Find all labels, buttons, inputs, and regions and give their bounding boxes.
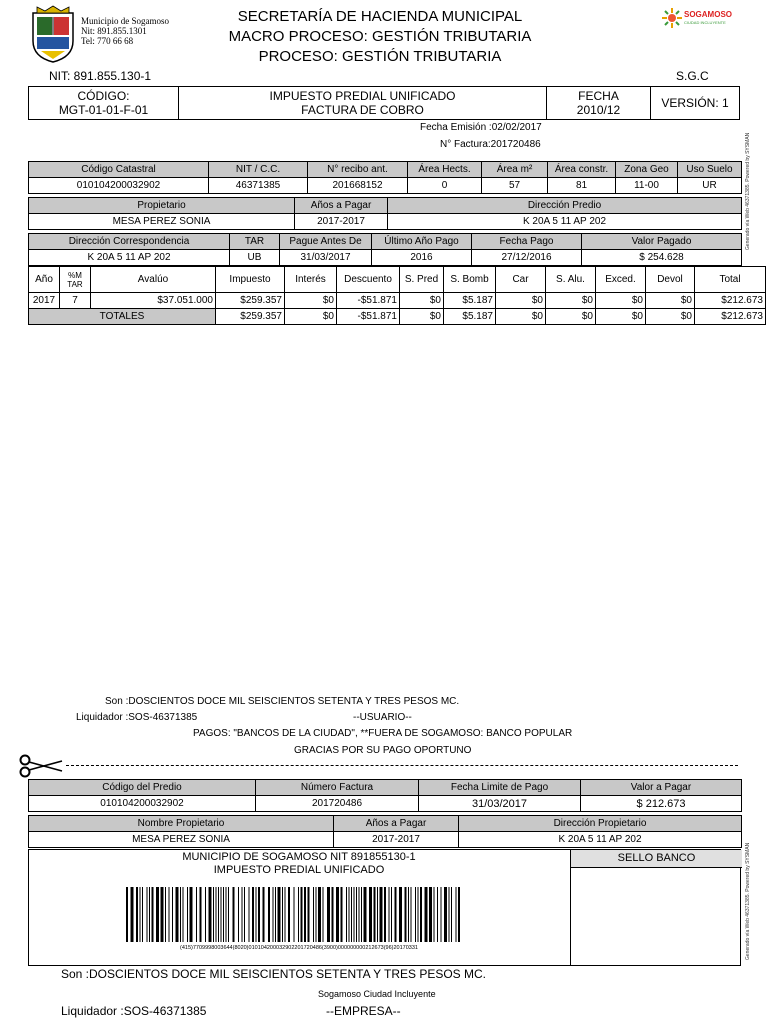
ultimo-ano-pago: 2016 xyxy=(372,250,472,266)
impuesto: $259.357 xyxy=(216,293,285,309)
son-text: Son :DOSCIENTOS DOCE MIL SEISCIENTOS SETENTA Y TRES PESOS MC. xyxy=(105,696,460,707)
liquidador-text: Liquidador :SOS-46371385 xyxy=(76,712,198,723)
col-codigo-predio: Código del Predio xyxy=(29,780,256,796)
col-numero-factura: Número Factura xyxy=(256,780,419,796)
col-car: Car xyxy=(496,267,546,293)
barcode-text: (415)7709998003644(8020)010104200032902201720486(3900)000000000212673(96)20170331 xyxy=(180,945,418,951)
codigo-predio: 010104200032902 xyxy=(29,796,256,812)
direccion-correspondencia: K 20A 5 11 AP 202 xyxy=(29,250,230,266)
col-m-tar: %M TAR xyxy=(60,267,91,293)
anos-pagar-2: 2017-2017 xyxy=(334,832,459,848)
doc-title: IMPUESTO PREDIAL UNIFICADO xyxy=(269,89,456,103)
m-tar: 7 xyxy=(60,293,91,309)
col-s-bomb: S. Bomb xyxy=(444,267,496,293)
col-ultimo-ano-pago: Último Año Pago xyxy=(372,234,472,250)
totales-descuento: -$51.871 xyxy=(337,309,400,325)
sogamoso-brand-logo xyxy=(662,6,758,30)
totales-s-pred: $0 xyxy=(400,309,444,325)
nit-line: NIT: 891.855.130-1 xyxy=(49,69,152,83)
coupon-header-row xyxy=(29,780,742,796)
title-secretaria: SECRETARÍA DE HACIENDA MUNICIPAL xyxy=(237,8,523,25)
valor-pagado: $ 254.628 xyxy=(582,250,742,266)
descuento: -$51.871 xyxy=(337,293,400,309)
coupon-empresa: --EMPRESA-- xyxy=(326,1004,401,1018)
area-hects: 0 xyxy=(408,178,482,194)
municipio-tel: Tel: 770 66 68 xyxy=(81,36,134,46)
col-fecha-limite: Fecha Limite de Pago xyxy=(419,780,581,796)
pago-info-table xyxy=(28,233,742,266)
col-avaluo: Avalúo xyxy=(91,267,216,293)
nombre-propietario: MESA PEREZ SONIA xyxy=(29,832,334,848)
propietario-value-row xyxy=(29,214,742,230)
area-m2: 57 xyxy=(482,178,548,194)
direccion-propietario: K 20A 5 11 AP 202 xyxy=(459,832,742,848)
cut-line xyxy=(66,765,738,766)
col-codigo-catastral: Código Catastral xyxy=(29,162,209,178)
brand-logo-sub: CIUDAD INCLUYENTE xyxy=(684,20,726,25)
predio-info-value-row xyxy=(29,178,742,194)
col-direccion-propietario: Dirección Propietario xyxy=(459,816,742,832)
col-ano: Año xyxy=(29,267,60,293)
s-pred: $0 xyxy=(400,293,444,309)
brand-logo-text: SOGAMOSO xyxy=(684,10,733,19)
totales-exced: $0 xyxy=(596,309,646,325)
coupon-value-row-2 xyxy=(29,832,742,848)
coupon-table-1 xyxy=(28,779,742,812)
col-area-hects: Área Hects. xyxy=(408,162,482,178)
area-constr: 81 xyxy=(548,178,616,194)
coupon-value-row xyxy=(29,796,742,812)
s-bomb: $5.187 xyxy=(444,293,496,309)
total: $212.673 xyxy=(695,293,766,309)
col-nit-cc: NIT / C.C. xyxy=(209,162,308,178)
title-macro-proceso: MACRO PROCESO: GESTIÓN TRIBUTARIA xyxy=(228,28,532,45)
col-s-pred: S. Pred xyxy=(400,267,444,293)
col-tar: TAR xyxy=(230,234,280,250)
sello-banco-label: SELLO BANCO xyxy=(571,850,742,868)
totales-total: $212.673 xyxy=(695,309,766,325)
car: $0 xyxy=(496,293,546,309)
recibo-ant: 201668152 xyxy=(308,178,408,194)
col-zona-geo: Zona Geo xyxy=(616,162,678,178)
col-s-alu: S. Alu. xyxy=(546,267,596,293)
col-direccion-correspondencia: Dirección Correspondencia xyxy=(29,234,230,250)
col-descuento: Descuento xyxy=(337,267,400,293)
s-alu: $0 xyxy=(546,293,596,309)
col-pague-antes: Pague Antes De xyxy=(280,234,372,250)
devol: $0 xyxy=(646,293,695,309)
codigo-value: MGT-01-01-F-01 xyxy=(58,103,149,117)
totales-row xyxy=(29,309,766,325)
liquidacion-table xyxy=(28,266,766,325)
municipio-name: Municipio de Sogamoso xyxy=(81,16,169,26)
barcode-box xyxy=(28,849,741,966)
exced: $0 xyxy=(596,293,646,309)
col-valor-pagar: Valor a Pagar xyxy=(581,780,742,796)
col-fecha-pago: Fecha Pago xyxy=(472,234,582,250)
propietario: MESA PEREZ SONIA xyxy=(29,214,295,230)
pago-info-header-row xyxy=(29,234,742,250)
col-recibo-ant: N° recibo ant. xyxy=(308,162,408,178)
barcode xyxy=(126,887,460,942)
coupon-municipio: MUNICIPIO DE SOGAMOSO NIT 891855130-1 xyxy=(182,851,416,863)
col-direccion-predio: Dirección Predio xyxy=(388,198,742,214)
doc-subtitle: FACTURA DE COBRO xyxy=(301,103,424,117)
liquidacion-header-row xyxy=(29,267,766,293)
ano: 2017 xyxy=(29,293,60,309)
title-proceso: PROCESO: GESTIÓN TRIBUTARIA xyxy=(258,48,502,65)
col-total: Total xyxy=(695,267,766,293)
col-devol: Devol xyxy=(646,267,695,293)
coupon-impuesto: IMPUESTO PREDIAL UNIFICADO xyxy=(213,864,385,876)
totales-impuesto: $259.357 xyxy=(216,309,285,325)
municipal-shield-logo xyxy=(31,5,75,63)
numero-factura-value: 201720486 xyxy=(256,796,419,812)
totales-label: TOTALES xyxy=(29,309,216,325)
coupon-table-2 xyxy=(28,815,742,848)
predio-info-table xyxy=(28,161,742,194)
uso-suelo: UR xyxy=(678,178,742,194)
coupon-header-row-2 xyxy=(29,816,742,832)
totales-devol: $0 xyxy=(646,309,695,325)
col-exced: Exced. xyxy=(596,267,646,293)
sgc-label: S.G.C xyxy=(676,69,709,83)
table-row xyxy=(29,293,766,309)
gracias-text: GRACIAS POR SU PAGO OPORTUNO xyxy=(294,745,472,756)
fecha-label: FECHA xyxy=(578,89,619,103)
codigo-label: CÓDIGO: xyxy=(77,89,130,103)
col-uso-suelo: Uso Suelo xyxy=(678,162,742,178)
nit-cc: 46371385 xyxy=(209,178,308,194)
version-label: VERSIÓN: 1 xyxy=(661,96,729,110)
generated-side-text: Generado vía Web 46371385. Powered by SYSMAN xyxy=(745,132,751,250)
valor-pagar: $ 212.673 xyxy=(581,796,742,812)
avaluo: $37.051.000 xyxy=(91,293,216,309)
col-area-constr: Área constr. xyxy=(548,162,616,178)
coupon-liquidador: Liquidador :SOS-46371385 xyxy=(61,1004,207,1018)
totales-car: $0 xyxy=(496,309,546,325)
generated-side-text-2: Generado vía Web 46371385. Powered by SYSMAN xyxy=(745,842,751,960)
col-impuesto: Impuesto xyxy=(216,267,285,293)
codigo-catastral: 010104200032902 xyxy=(29,178,209,194)
totales-s-alu: $0 xyxy=(546,309,596,325)
propietario-header-row xyxy=(29,198,742,214)
col-area-m2: Área m² xyxy=(482,162,548,178)
scissors-icon xyxy=(18,754,64,778)
totales-interes: $0 xyxy=(285,309,337,325)
col-nombre-propietario: Nombre Propietario xyxy=(29,816,334,832)
col-anos-pagar-2: Años a Pagar xyxy=(334,816,459,832)
fecha-pago: 27/12/2016 xyxy=(472,250,582,266)
pagos-text: PAGOS: "BANCOS DE LA CIUDAD", **FUERA DE SOGAMOSO: BANCO POPULAR xyxy=(193,728,573,739)
interes: $0 xyxy=(285,293,337,309)
zona-geo: 11-00 xyxy=(616,178,678,194)
coupon-ciudad: Sogamoso Ciudad Incluyente xyxy=(318,989,436,999)
fecha-emision: Fecha Emisión :02/02/2017 xyxy=(420,122,542,133)
numero-factura: N° Factura:201720486 xyxy=(440,139,541,150)
col-propietario: Propietario xyxy=(29,198,295,214)
totales-s-bomb: $5.187 xyxy=(444,309,496,325)
pago-info-value-row xyxy=(29,250,742,266)
predio-info-header-row xyxy=(29,162,742,178)
usuario-text: --USUARIO-- xyxy=(353,712,412,723)
propietario-table xyxy=(28,197,742,230)
tar: UB xyxy=(230,250,280,266)
coupon-son-text: Son :DOSCIENTOS DOCE MIL SEISCIENTOS SETENTA Y TRES PESOS MC. xyxy=(61,967,487,981)
col-valor-pagado: Valor Pagado xyxy=(582,234,742,250)
fecha-limite: 31/03/2017 xyxy=(419,796,581,812)
col-anos-pagar: Años a Pagar xyxy=(295,198,388,214)
pague-antes: 31/03/2017 xyxy=(280,250,372,266)
municipio-nit: Nit: 891.855.1301 xyxy=(81,26,147,36)
direccion-predio: K 20A 5 11 AP 202 xyxy=(388,214,742,230)
fecha-value: 2010/12 xyxy=(576,103,621,117)
anos-pagar: 2017-2017 xyxy=(295,214,388,230)
col-interes: Interés xyxy=(285,267,337,293)
